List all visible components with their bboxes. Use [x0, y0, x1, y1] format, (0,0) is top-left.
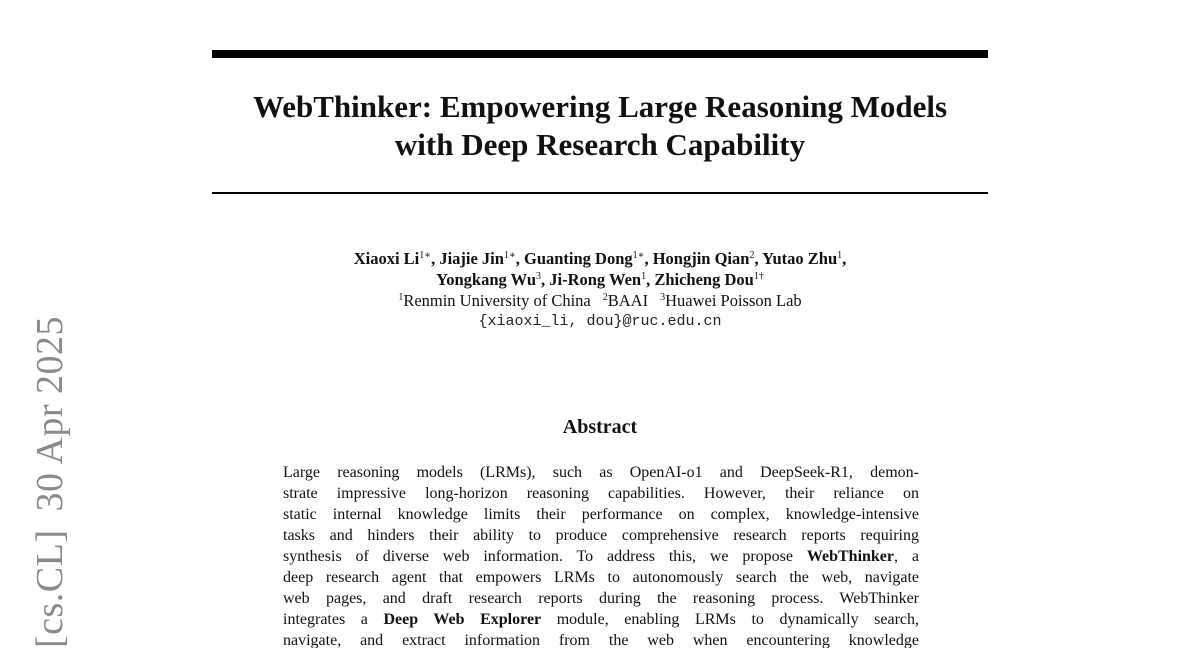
affil-mark: 1: [398, 292, 404, 303]
abstract-line: deep research agent that empowers LRMs to autonomously search the web, navigate: [283, 569, 919, 586]
author-line-2: [212, 269, 988, 290]
author-separator: ,: [754, 249, 763, 268]
abstract-heading: Abstract: [562, 416, 638, 438]
author-name: Ji-Rong Wen: [549, 270, 642, 289]
author-separator: ,: [842, 249, 847, 268]
author-separator: ,: [515, 249, 524, 268]
arxiv-date: 30 Apr 2025: [29, 315, 71, 512]
author-separator: ,: [541, 270, 550, 289]
abstract-text: integrates a: [283, 611, 384, 628]
abstract-body: [283, 462, 919, 648]
abstract-text: synthesis of diverse web information. To address this, we propose: [283, 548, 807, 565]
abstract-line: strate impressive long-horizon reasoning capabilities. However, their reliance on: [283, 485, 919, 502]
author-separator: ,: [431, 249, 440, 268]
abstract-line: tasks and hinders their ability to produce comprehensive research reports requiring: [283, 527, 919, 544]
abstract-line: [283, 546, 919, 567]
title-bottom-rule: [212, 192, 988, 194]
author-name: Jiajie Jin: [439, 249, 504, 268]
affiliation-name: Huawei Poisson Lab: [665, 291, 802, 310]
author-name: Zhicheng Dou: [654, 270, 754, 289]
author-affil-mark: 1∗: [419, 250, 432, 261]
author-affil-mark: 1∗: [632, 250, 645, 261]
abstract-line: navigate, and extract information from the web when encountering knowledge: [283, 632, 919, 648]
module-name-emphasis: Deep Web Explorer: [383, 611, 542, 628]
author-block: [212, 248, 988, 332]
abstract-line: static internal knowledge limits their performance on complex, knowledge-intensive: [283, 506, 919, 523]
author-affil-mark: 1: [641, 271, 647, 282]
author-name: Xiaoxi Li: [353, 249, 420, 268]
author-affil-mark: 3: [536, 271, 541, 282]
abstract-text: module, enabling LRMs to dynamically search,: [541, 611, 919, 628]
arxiv-category: [cs.CL]: [29, 529, 71, 648]
author-separator: ,: [646, 270, 655, 289]
paper-title: [212, 88, 988, 164]
arxiv-side-stamp: [30, 316, 70, 648]
abstract-line: web pages, and draft research reports during the reasoning process. WebThinker: [283, 590, 919, 607]
author-name: Guanting Dong: [523, 249, 633, 268]
title-line-1: WebThinker: Empowering Large Reasoning Models: [252, 89, 948, 124]
affiliation-name: BAAI: [607, 291, 649, 310]
contact-email: {xiaoxi_li, dou}@ruc.edu.cn: [478, 313, 722, 330]
author-line-1: [212, 248, 988, 269]
author-affil-mark: 1∗: [503, 250, 516, 261]
author-affil-mark: 2: [749, 250, 755, 261]
affiliation-name: Renmin University of China: [403, 291, 591, 310]
affiliation-line: [212, 290, 988, 311]
author-name: Hongjin Qian: [652, 249, 750, 268]
author-name: Yutao Zhu: [762, 249, 838, 268]
system-name-emphasis: WebThinker: [806, 548, 895, 565]
abstract-line: [283, 609, 919, 630]
title-top-rule: [212, 50, 988, 58]
author-affil-mark: 1: [837, 250, 843, 261]
abstract-line: Large reasoning models (LRMs), such as OpenAI-o1 and DeepSeek-R1, demon-: [283, 464, 919, 481]
author-name: Yongkang Wu: [436, 270, 536, 289]
affil-mark: 2: [602, 292, 608, 303]
title-line-2: with Deep Research Capability: [394, 127, 806, 162]
author-separator: ,: [644, 249, 653, 268]
abstract-text: , a: [894, 548, 919, 565]
author-affil-mark: 1†: [753, 271, 764, 282]
affil-mark: 3: [660, 292, 666, 303]
